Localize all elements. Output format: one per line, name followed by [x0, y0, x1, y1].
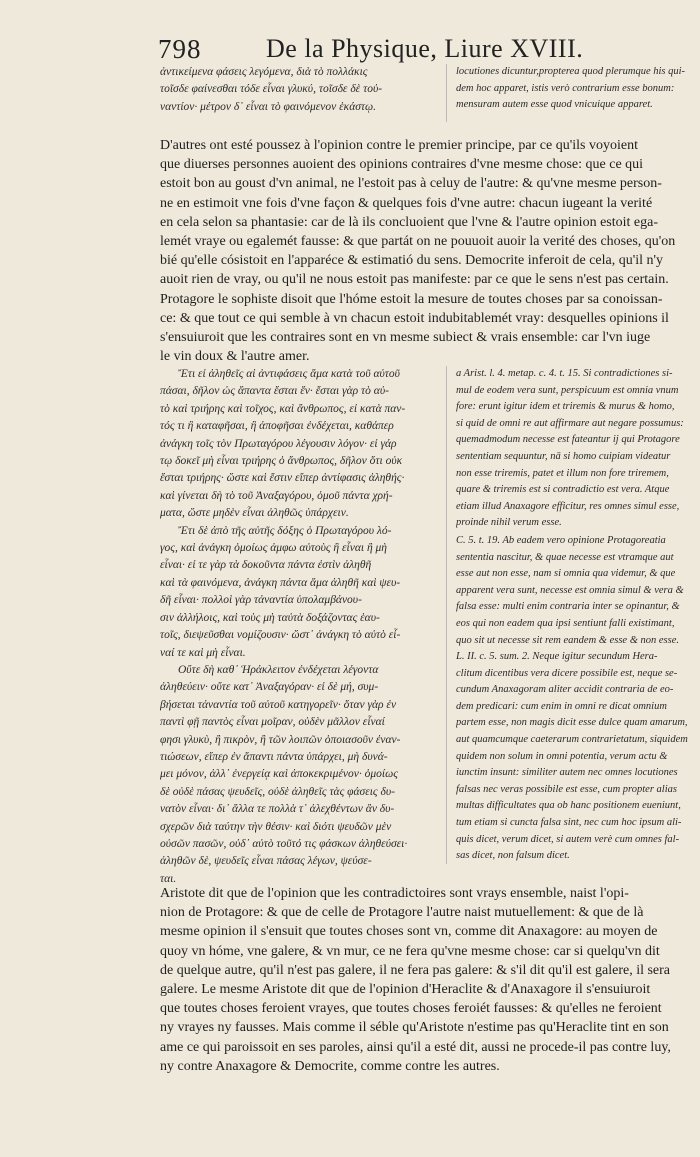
note-line: quis dicet, verum dicet, si autem verè cum omnes fal- — [456, 833, 680, 845]
greek-line: τιώσεων, εἴπερ ἐν ἅπαντι πάντα ὑπάρχει, μὴ δυνά- — [160, 750, 388, 763]
text-line: s'ensuiuroit que les contraires sont en vn mesme subiect & vrais ensemble: car l'vn iuge — [160, 330, 651, 346]
note-line: non esse triremis, patet et illum non fore triremem, — [456, 467, 669, 479]
greek-line: δῆ εἶναι· πολλοὶ γὰρ τἀναντία ὑπολαμβάνου- — [160, 594, 362, 607]
greek-line: τῳ δοκεῖ μὴ εἶναι τριήρης ὁ ἄνθρωπος, δῆλον ὅτι οὐκ — [160, 455, 403, 468]
greek-line: Οὔτε δὴ καθ᾽ Ἡράκλειτον ἐνδέχεται λέγοντα — [178, 663, 379, 676]
note-line: quo sit ut necesse sit rem eandem & esse & non esse. — [456, 634, 679, 646]
greek-line: βήσεται τἀναντία τοῦ αὐτοῦ κατηγορεῖν· ὅταν γὰρ ἐν — [160, 698, 397, 711]
note-line: etiam illud Anaxagore efficitur, res omnes simul esse, — [456, 500, 680, 512]
text-line: nion de Protagore: & que de celle de Protagore l'autre naist mutuellement: & que de là — [160, 905, 644, 921]
note-line: a Arist. l. 4. metap. c. 4. t. 15. Si contradictiones si- — [456, 368, 673, 379]
greek-line: σχερῶν διὰ ταύτην τὴν θέσιν· καὶ διότι ψευδῶν μὲν — [160, 820, 392, 833]
latin-line: locutiones dicuntur,propterea quod plerumque his qui- — [456, 66, 686, 77]
greek-line: ματα, ὥστε μηδὲν εἶναι ἀληθῶς ὑπάρχειν. — [160, 507, 349, 520]
greek-line: εἶναι· εἰ τε γὰρ τὰ δοκοῦντα πάντα ἐστὶν ἀληθῆ — [160, 559, 372, 572]
top-greek-text — [160, 64, 438, 116]
page-number: 798 — [158, 34, 202, 64]
note-line: si quid de omni re aut affirmare aut negare possumus: — [456, 417, 684, 429]
text-line: ny vrayes ny fausses. Mais comme il séble qu'Aristote n'estime pas qu'Heraclite tint en son — [160, 1020, 669, 1036]
greek-line: ἀληθῶν δὲ, ψευδεῖς εἶναι πάσας λέγων, ψεύσε- — [160, 855, 372, 868]
greek-line: τοῖσδε φαίνεσθαι τόδε εἶναι γλυκύ, τοῖσδε δὲ τοὐ- — [160, 83, 383, 96]
greek-line: Ἔτι δὲ ἀπὸ τῆς αὐτῆς δόξης ὁ Πρωταγόρου λό- — [178, 524, 392, 537]
greek-line: σιν ἀλλήλοις, καὶ τοὺς μὴ ταὐτὰ δοξάζοντας ἑαυ- — [160, 611, 380, 624]
greek-line: μει μόνον, ἀλλ᾽ ἐνεργείᾳ καὶ ἀποκεκριμένον· ὁμοίως — [160, 768, 398, 781]
greek-line: ἔσται τριήρης· ὥστε καὶ ἔστιν εἴπερ ἀντίφασις ἀληθής· — [160, 472, 405, 485]
greek-line: γος, καὶ ἀνάγκη ὁμοίως ἀμφω αὐτοὺς ἢ εἶναι ἢ μὴ — [160, 542, 388, 555]
greek-main-text — [160, 366, 440, 888]
marginal-note-1 — [456, 366, 694, 532]
greek-line: Ἔτι εἰ ἀληθεῖς αἱ ἀντιφάσεις ἅμα κατὰ τοῦ αὐτοῦ — [178, 368, 400, 380]
paragraph-1 — [160, 136, 692, 366]
greek-line: ναί τε καὶ μὴ εἶναι. — [160, 646, 246, 659]
paragraph-2 — [160, 884, 692, 1076]
text-line: en cela selon sa phantasie: car de là ils concluoient que l'vne & l'autre opinion estoit ega- — [160, 214, 658, 230]
note-line: falsas nec veras possibile est esse, cum propter alias — [456, 783, 677, 795]
greek-line: τός τι ἢ καταφῆσαι, ἢ ἀποφῆσαι ἐνδέχεται, καθάπερ — [160, 420, 394, 433]
note-line: quemadmodum necesse est fateantur ij qui Protagore — [456, 434, 680, 446]
note-line: quidem non solum in omni potentia, verum actu & — [456, 750, 668, 762]
text-line: que diuerses personnes auoient des opinions contraires d'vne mesme chose: que ce qui — [160, 157, 644, 173]
text-line: ne en estimoit vne fois d'vne façon & quelques fois d'vne autre: chacun iugeant la verité — [160, 195, 653, 211]
note-line: fore: erunt igitur idem et triremis & murus & homo, — [456, 401, 675, 413]
greek-line: νατὸν εἶναι· δι᾽ ἄλλα τε πολλὰ τ᾽ ἀλεχθέντων ἂν δυ- — [160, 803, 395, 816]
latin-line: dem hoc apparet, istis verò contrarium esse bonum: — [456, 82, 675, 94]
greek-line: καὶ γίνεται δὴ τὸ τοῦ Ἀναξαγόρου, ὁμοῦ πάντα χρή- — [160, 489, 393, 502]
text-line: D'autres ont esté poussez à l'opinion contre le premier principe, par ce qu'ils voyoient — [160, 138, 638, 153]
note-line: cundum Anaxagoram aliter accidit contraria de eo- — [456, 684, 674, 696]
note-line: eos qui non eadem qua ipsi sentiunt falli existimant, — [456, 617, 675, 629]
note-line: apparent vera sunt, necesse est omnia simul & vera & — [456, 584, 684, 596]
greek-line: ἀνάγκη τοῖς τὸν Πρωταγόρου λέγουσιν λόγον· εἰ γάρ — [160, 437, 397, 450]
greek-line: φησι γλυκὺ, ἢ πικρὸν, ἢ τῶν λοιπῶν ὁποιασοῦν ἐναν- — [160, 733, 401, 746]
greek-line: ται. — [160, 872, 177, 885]
latin-line: mensuram autem esse quod vnicuique apparet. — [456, 99, 653, 111]
greek-line: καὶ τὰ φαινόμενα, ἀνάγκη πάντα ἅμα ἀληθῆ καὶ ψευ- — [160, 576, 401, 589]
note-line: sententiam sequuntur, nā si homo cuipiam videatur — [456, 450, 671, 462]
marginal-note-2 — [456, 533, 694, 649]
greek-line: παντὶ φῇ παντὸς εἶναι μοῖραν, οὐδὲν μᾶλλον εἶναί — [160, 716, 385, 729]
text-line: galere. Le mesme Aristote dit que de l'opinion d'Heraclite & d'Anaxagore il s'ensuiuroit — [160, 982, 651, 998]
note-line: aut quamcumque caeterarum contrarietatum, siquidem — [456, 733, 688, 745]
text-line: mesme opinion il s'ensuit que toutes choses sont vn, comme dit Anaxagore: au moyen de — [160, 924, 658, 940]
text-line: bié qu'elle cósistoit en l'apparéce & estimatió du sens. Democrite inferoit de cela, qu'il n'y — [160, 253, 664, 269]
greek-line: τοῖς, διεψεῦσθαι νομίζουσιν· ὥστ᾽ ἀνάγκη τὸ αὐτὸ εἶ- — [160, 629, 401, 642]
note-line: L. II. c. 5. sum. 2. Neque igitur secundum Hera- — [456, 651, 658, 662]
note-line: sententia nascitur, & quae necesse est vtramque aut — [456, 551, 674, 563]
note-line: iunctim insunt: similiter autem nec omnes locutiones — [456, 767, 678, 779]
note-line: multas difficultates qua ob hanc positionem eueniunt, — [456, 800, 681, 812]
text-line: estoit bon au goust d'vn animal, ne l'estoit pas à celuy de l'autre: & qu'vne mesme person- — [160, 176, 662, 192]
note-line: dem predicari: cum enim in omni re dicat omnium — [456, 700, 667, 712]
note-line: quare & triremis est si contradictio est vera. Atque — [456, 484, 670, 496]
greek-line: ἀντικείμενα φάσεις λεγόμενα, διὰ τὸ πολλάκις — [160, 66, 368, 78]
note-line: sas dicet, non falsum dicet. — [456, 850, 570, 862]
note-line: partem esse, non magis dicit esse dulce quam amarum, — [456, 717, 688, 729]
greek-line: ναντίον· μέτρον δ᾽ εἶναι τὸ φαινόμενον ἑκάστῳ. — [160, 100, 377, 113]
greek-line: δὲ οὐδὲ πάσας ψευδεῖς, οὐδὲ ἀληθεῖς τὰς φάσεις δυ- — [160, 785, 395, 798]
text-line: auoit rien de vray, ou qu'il ne nous estoit pas manifeste: par ce que le sens n'est pas certain. — [160, 272, 669, 288]
greek-line: οὐσῶν πασῶν, οὐδ᾽ αὐτὸ τοῦτό τις φάσκων ἀληθεύσει· — [160, 837, 408, 850]
text-line: quoy vn hóme, vne galere, & vn mur, ce ne fera qu'vne mesme chose: car si quelqu'vn dit — [160, 943, 660, 959]
top-latin-text — [456, 64, 686, 114]
column-divider-top — [446, 64, 447, 122]
note-line: C. 5. t. 19. Ab eadem vero opinione Protagoreatia — [456, 535, 666, 546]
greek-line: ἀληθεύειν· οὔτε κατ᾽ Ἀναξαγόραν· εἰ δὲ μή, συμ- — [160, 681, 379, 694]
text-line: lemét vraye ou egalemét fausse: & que partát on ne pouuoit auoir la verité des choses, qu'on — [160, 234, 676, 250]
greek-line: πάσαι, δῆλον ὡς ἅπαντα ἔσται ἕν· ἔσται γὰρ τὸ αὐ- — [160, 385, 389, 398]
text-line: le vin doux & l'autre amer. — [160, 349, 310, 365]
note-line: tum etiam si cuncta falsa sint, nec cum hoc ipsum ali- — [456, 816, 682, 828]
note-line: clitum dicentibus vera dicere possibile est, neque se- — [456, 667, 678, 679]
note-line: proinde nihil verum esse. — [456, 517, 562, 529]
note-line: mul de eodem vera sunt, perspicuum est omnia vnum — [456, 384, 679, 396]
column-divider-main — [446, 366, 447, 864]
text-line: ame ce qui paroissoit en ses paroles, ainsi qu'il a esté dit, aussi ne procede-il pas contre luy, — [160, 1039, 671, 1055]
text-line: Aristote dit que de l'opinion que les contradictoires sont vrays ensemble, naist l'opi- — [160, 886, 629, 901]
text-line: Protagore le sophiste disoit que l'hóme estoit la mesure de toutes choses par sa conoissan- — [160, 291, 663, 307]
text-line: ny contre Anaxagore & Democrite, comme contre les autres. — [160, 1058, 500, 1074]
running-title: De la Physique, Liure XVIII. — [266, 34, 584, 63]
text-line: que toutes choses feroient vrayes, que toutes choses feroiét fausses: & qu'elles ne feroient — [160, 1001, 662, 1017]
marginal-note-3 — [456, 649, 694, 865]
text-line: de quelque autre, qu'il n'est pas galere, il ne fera pas galere: & s'il dit qu'il est galere, il sera — [160, 962, 671, 978]
note-line: falsa esse: multi enim contraria inter se opinantur, & — [456, 601, 680, 613]
note-line: esse aut non esse, nam si omnia qua videmur, & que — [456, 568, 676, 580]
text-line: ce: & que tout ce qui semble à vn chacun estoit indubitablemét vray: desquelles opinions il — [160, 310, 669, 326]
greek-line: τὸ καὶ τριήρης καὶ τοῖχος, καὶ ἄνθρωπος, εἰ κατὰ παν- — [160, 402, 406, 415]
